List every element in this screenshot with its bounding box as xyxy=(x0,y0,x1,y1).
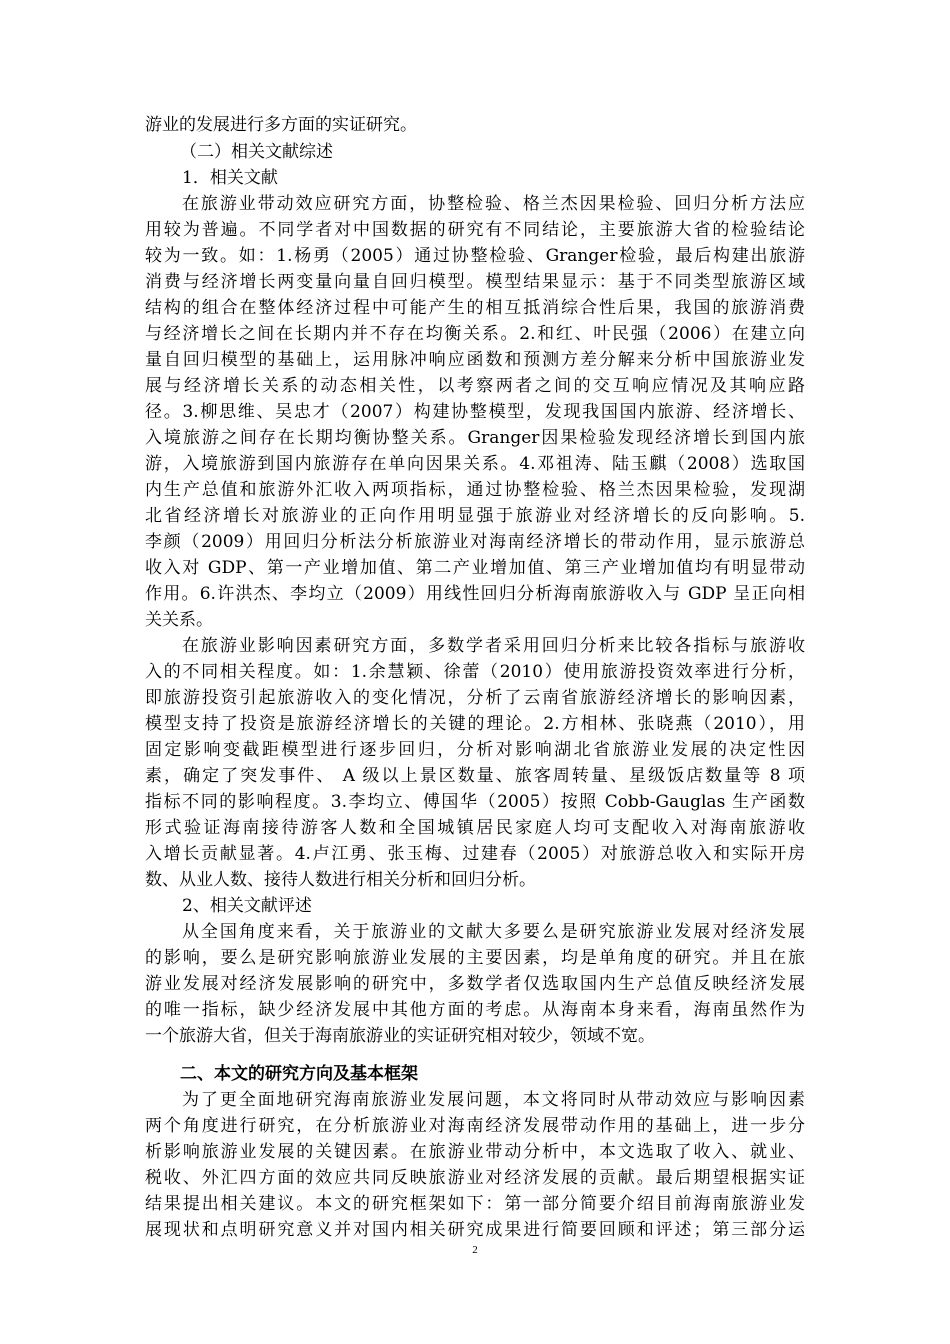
text-line: 游业的发展进行多方面的实证研究。 xyxy=(145,115,417,135)
page-number: 2 xyxy=(472,1244,478,1256)
text-line: 结构的组合在整体经济过程中可能产生的相互抵消综合性后果，我国的旅游消费 xyxy=(145,298,805,318)
text-line: 两个角度进行研究，在分析旅游业对海南经济发展带动作用的基础上，进一步分 xyxy=(145,1116,805,1136)
text-line: 指标不同的影响程度。3.李均立、傅国华（2005）按照 Cobb-Gauglas 生产函数 xyxy=(145,792,805,812)
text-line: 在旅游业影响因素研究方面，多数学者采用回归分析来比较各指标与旅游收 xyxy=(182,636,805,656)
text-line: 税收、外汇四方面的效应共同反映旅游业对经济发展的贡献。最后期望根据实证 xyxy=(145,1168,805,1188)
text-line: 内生产总值和旅游外汇收入两项指标，通过协整检验、格兰杰因果检验，发现湖 xyxy=(145,480,805,500)
text-line: 一个旅游大省，但关于海南旅游业的实证研究相对较少，领域不宽。 xyxy=(145,1026,655,1046)
text-line: 模型支持了投资是旅游经济增长的关键的理论。2.方相林、张晓燕（2010），用 xyxy=(145,714,805,734)
text-line: 与经济增长之间在长期内并不存在均衡关系。2.和红、叶民强（2006）在建立向 xyxy=(145,324,805,344)
text-line: 李颜（2009）用回归分析法分析旅游业对海南经济增长的带动作用，显示旅游总 xyxy=(145,532,805,552)
text-line: 数、从业人数、接待人数进行相关分析和回归分析。 xyxy=(145,870,536,890)
text-line: 展现状和点明研究意义并对国内相关研究成果进行简要回顾和评述；第三部分运 xyxy=(145,1220,805,1240)
text-line: 用较为普遍。不同学者对中国数据的研究有不同结论，主要旅游大省的检验结论 xyxy=(145,220,805,240)
text-line: 量自回归模型的基础上，运用脉冲响应函数和预测方差分解来分析中国旅游业发 xyxy=(145,350,805,370)
text-line: 游业发展对经济发展影响的研究中，多数学者仅选取国内生产总值反映经济发展 xyxy=(145,974,805,994)
text-line: 入的不同相关程度。如：1.余慧颖、徐蕾（2010）使用旅游投资效率进行分析， xyxy=(145,662,805,682)
text-line: 素，确定了突发事件、 A 级以上景区数量、旅客周转量、星级饭店数量等 8 项 xyxy=(145,766,805,786)
text-line: 收入对 GDP、第一产业增加值、第二产业增加值、第三产业增加值均有明显带动 xyxy=(145,558,805,578)
text-line: 入境旅游之间存在长期均衡协整关系。Granger因果检验发现经济增长到国内旅 xyxy=(145,428,805,448)
text-line: 的唯一指标，缺少经济发展中其他方面的考虑。从海南本身来看，海南虽然作为 xyxy=(145,1000,805,1020)
text-line: 关关系。 xyxy=(145,610,213,630)
text-line: 固定影响变截距模型进行逐步回归，分析对影响湖北省旅游业发展的决定性因 xyxy=(145,740,805,760)
text-line: 的影响，要么是研究影响旅游业发展的主要因素，均是单角度的研究。并且在旅 xyxy=(145,948,805,968)
text-line: 游，入境旅游到国内旅游存在单向因果关系。4.邓祖涛、陆玉麒（2008）选取国 xyxy=(145,454,805,474)
text-line: 从全国角度来看，关于旅游业的文献大多要么是研究旅游业发展对经济发展 xyxy=(182,922,805,942)
text-line: 析影响旅游业发展的关键因素。在旅游业带动分析中，本文选取了收入、就业、 xyxy=(145,1142,805,1162)
text-line: 入增长贡献显著。4.卢江勇、张玉梅、过建春（2005）对旅游总收入和实际开房 xyxy=(145,844,805,864)
text-line: 即旅游投资引起旅游收入的变化情况，分析了云南省旅游经济增长的影响因素， xyxy=(145,688,805,708)
text-line: 径。3.柳思维、吴忠才（2007）构建协整模型，发现我国国内旅游、经济增长、 xyxy=(145,402,805,422)
text-line: 形式验证海南接待游客人数和全国城镇居民家庭人均可支配收入对海南旅游收 xyxy=(145,818,805,838)
text-line: 作用。6.许洪杰、李均立（2009）用线性回归分析海南旅游收入与 GDP 呈正向相 xyxy=(145,584,805,604)
text-line: 北省经济增长对旅游业的正向作用明显强于旅游业对经济增长的反向影响。5. xyxy=(145,506,805,526)
section-subheading: （二）相关文献综述 xyxy=(180,142,333,162)
subsection-heading: 2、相关文献评述 xyxy=(182,896,312,916)
text-line: 消费与经济增长两变量向量自回归模型。模型结果显示：基于不同类型旅游区域 xyxy=(145,272,805,292)
text-line: 结果提出相关建议。本文的研究框架如下：第一部分简要介绍目前海南旅游业发 xyxy=(145,1194,805,1214)
text-line: 为了更全面地研究海南旅游业发展问题，本文将同时从带动效应与影响因素 xyxy=(182,1090,805,1110)
subsection-heading: 1．相关文献 xyxy=(182,168,278,188)
text-line: 展与经济增长关系的动态相关性，以考察两者之间的交互响应情况及其响应路 xyxy=(145,376,805,396)
section-heading: 二、本文的研究方向及基本框架 xyxy=(180,1064,418,1084)
text-line: 较为一致。如：1.杨勇（2005）通过协整检验、Granger检验，最后构建出旅游 xyxy=(145,246,805,266)
text-line: 在旅游业带动效应研究方面，协整检验、格兰杰因果检验、回归分析方法应 xyxy=(182,194,805,214)
